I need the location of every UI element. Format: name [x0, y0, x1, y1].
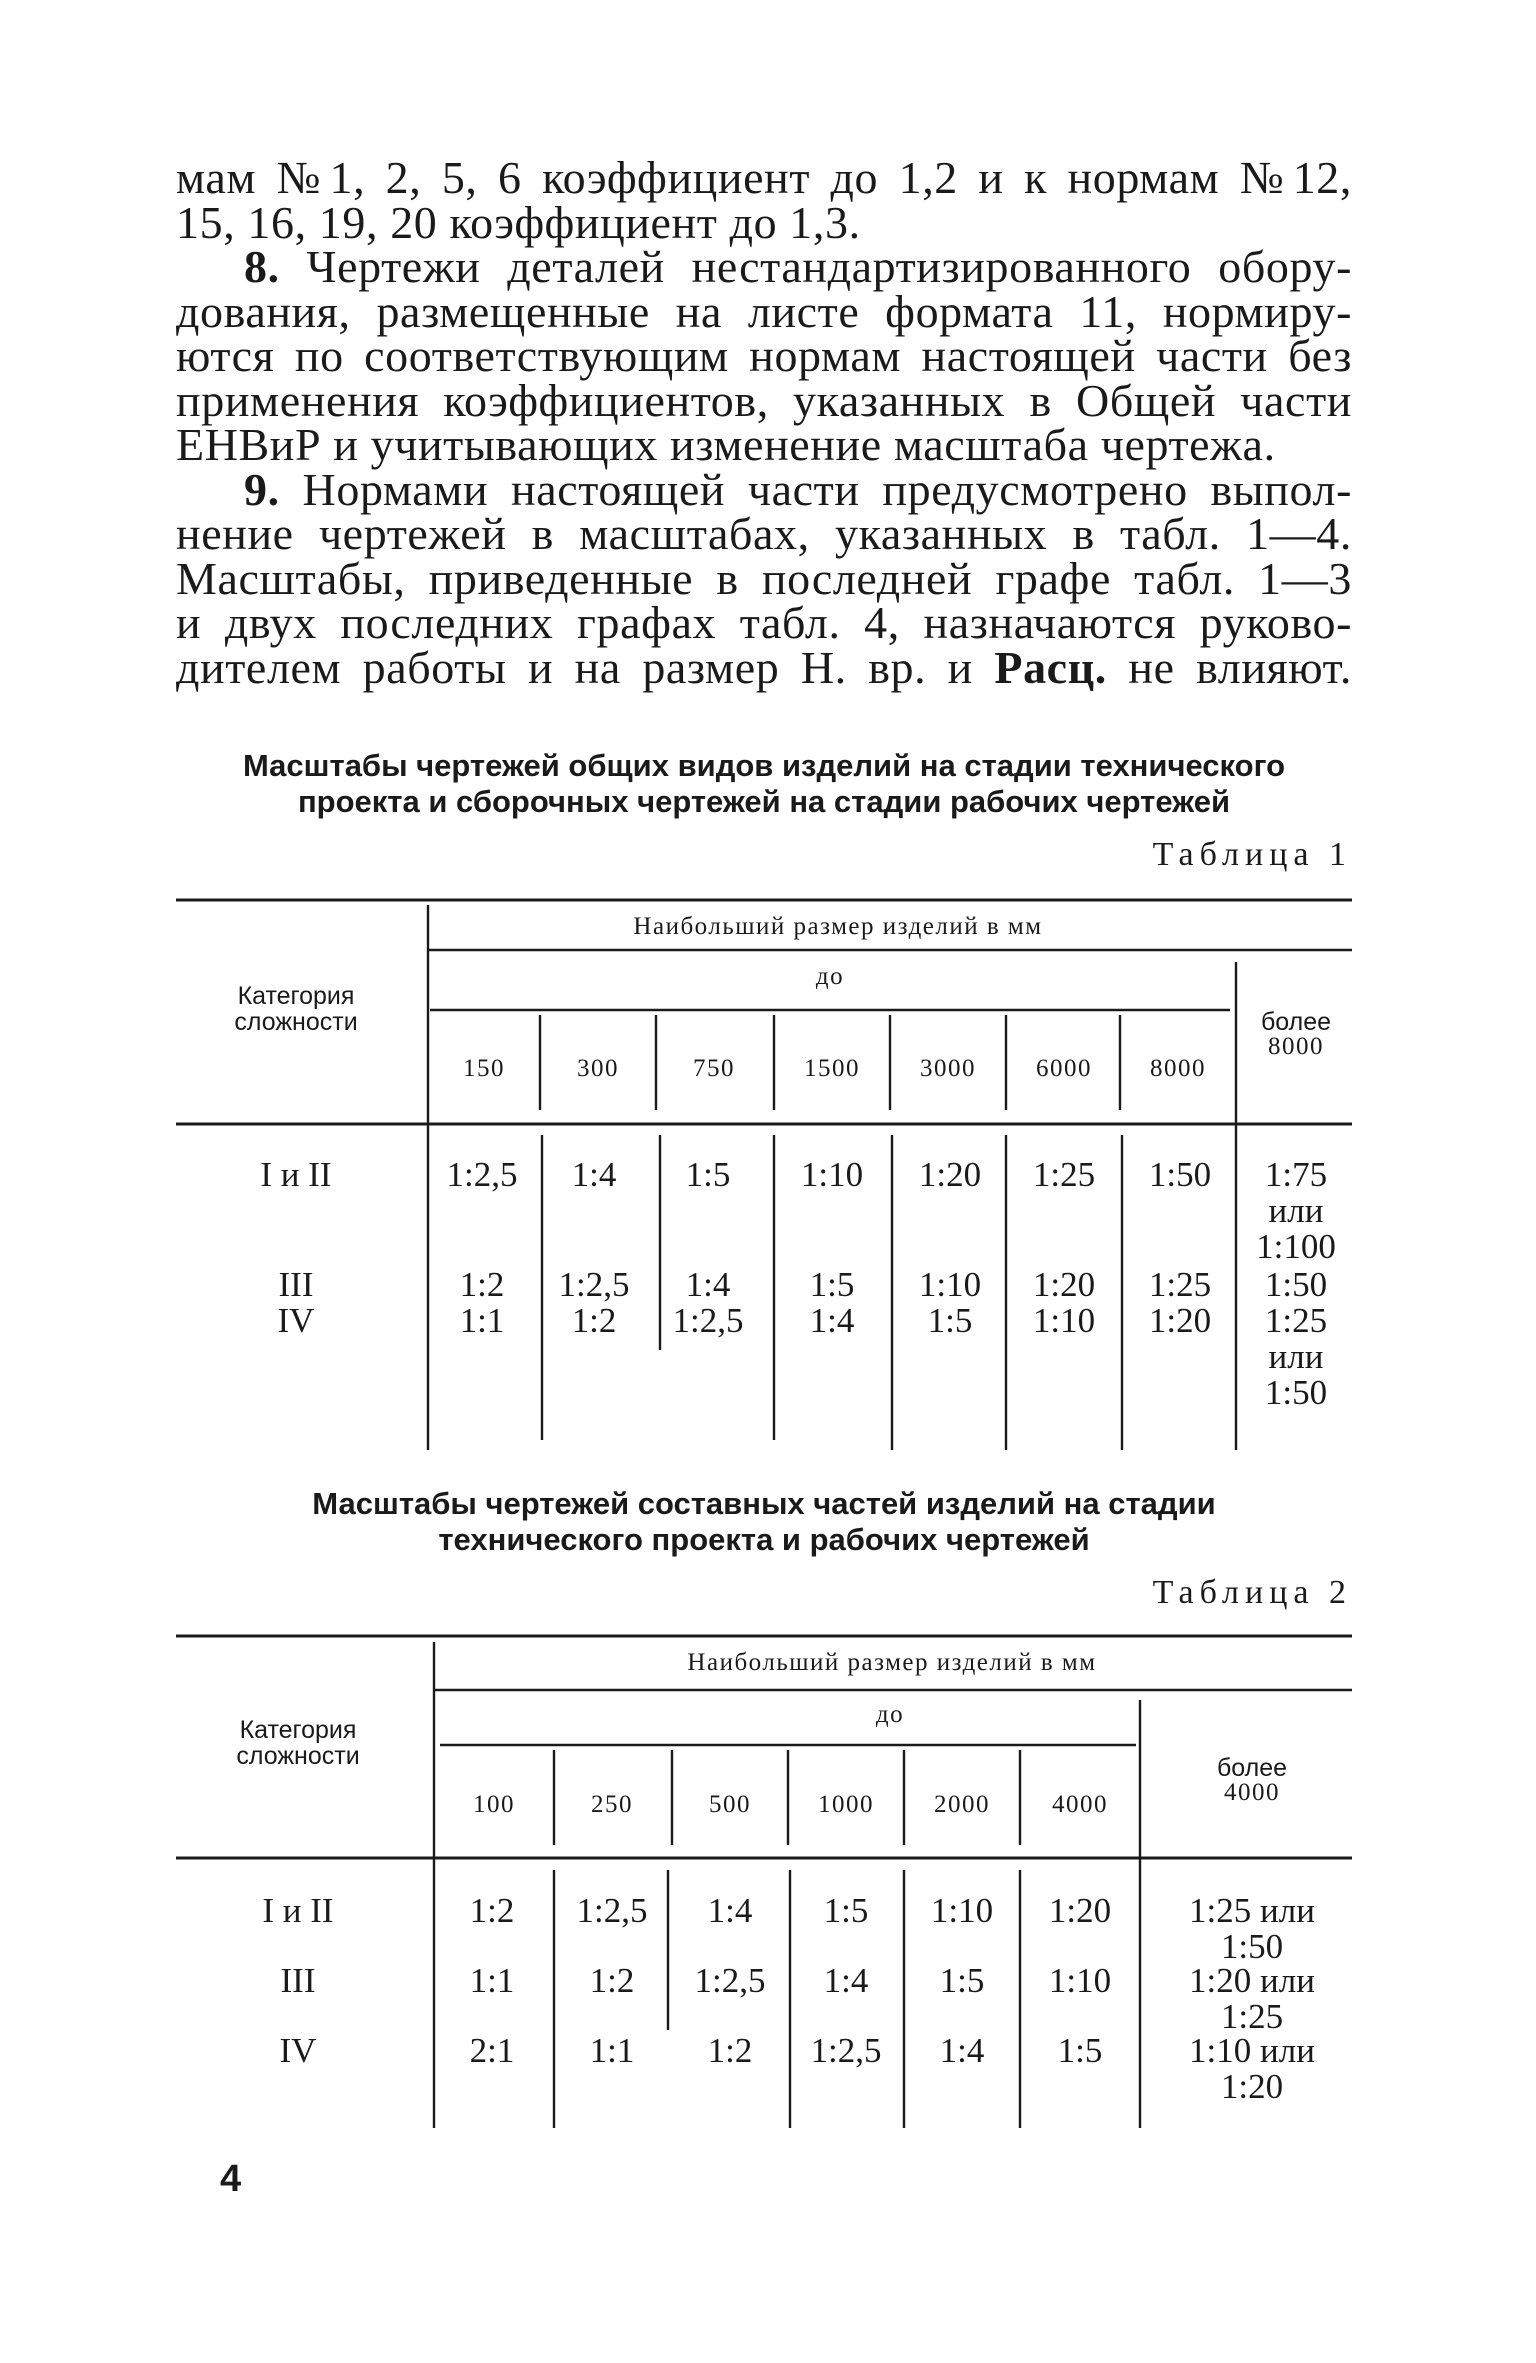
text-line: Чертежи деталей нестандартизированного обору- [306, 241, 1352, 292]
text-line: применения коэффициентов, указанных в Общей части [176, 374, 1352, 426]
header-category: Категория [237, 982, 355, 1010]
table-cell: 1:10 [800, 1155, 864, 1194]
header-category: Категория [239, 1716, 357, 1744]
table-cell: 1:25 [1032, 1155, 1096, 1194]
paragraph-number: 8. [244, 241, 280, 292]
table-cell: 1:2,5 [576, 1891, 648, 1930]
table-cell: 1:1 [469, 1961, 515, 2000]
text-line: дования, размещенные на листе формата 11, нормиру- [176, 285, 1352, 337]
header-more: 8000 [1268, 1033, 1324, 1060]
table-cell: 1:5 [939, 1961, 985, 2000]
table-cell: 1:5 [927, 1301, 973, 1340]
table-cell: 1:4 [809, 1301, 855, 1340]
header-upto: до [875, 1701, 905, 1728]
table-cell: 1:2 [459, 1265, 505, 1304]
table-cell: 1:25 [1148, 1265, 1212, 1304]
table-cell: 1:2,5 [810, 2031, 882, 2070]
table-cell: 1:10 [1032, 1301, 1096, 1340]
row-category: III [280, 1961, 316, 2000]
text-line: и двух последних графах табл. 4, назначаются руково- [176, 597, 1352, 648]
table-cell: 1:20 [1148, 1301, 1212, 1340]
table-cell: 1:4 [707, 1891, 753, 1930]
table-cell: 1:5 [1057, 2031, 1103, 2070]
caption-line: Масштабы чертежей составных частей изделий на стадии [312, 1486, 1216, 1521]
header-max-size: Наибольший размер изделий в мм [633, 913, 1043, 940]
table-cell: 1:2 [469, 1891, 515, 1930]
paragraph-number: 9. [244, 463, 280, 515]
column-header: 150 [463, 1055, 505, 1082]
table-cell: 1:2,5 [558, 1265, 630, 1304]
table-cell-more: 1:50 [1220, 1927, 1284, 1966]
header-max-size: Наибольший размер изделий в мм [687, 1649, 1097, 1676]
column-header: 500 [709, 1791, 751, 1818]
header-more: более [1260, 1008, 1332, 1036]
header-upto: до [815, 963, 845, 990]
header-category: сложности [234, 1008, 358, 1036]
table-cell-more: 1:100 [1256, 1227, 1336, 1266]
table-cell: 1:2 [707, 2031, 753, 2070]
column-header: 300 [577, 1055, 619, 1082]
table-cell: 1:2,5 [446, 1155, 518, 1194]
row-category: IV [277, 1301, 315, 1340]
table-cell-more: 1:20 [1220, 2067, 1284, 2106]
caption-line: технического проекта и рабочих чертежей [438, 1522, 1090, 1557]
column-header: 100 [473, 1791, 515, 1818]
table-cell: 1:5 [685, 1155, 731, 1194]
table-cell-more: или [1268, 1191, 1324, 1230]
table-cell-more: 1:75 [1264, 1155, 1328, 1194]
table-cell-more: 1:50 [1264, 1373, 1328, 1412]
row-category: I и II [260, 1155, 332, 1194]
caption-line: проекта и сборочных чертежей на стадии рабочих чертежей [297, 784, 1231, 819]
row-category: I и II [262, 1891, 334, 1930]
table-cell: 1:4 [571, 1155, 617, 1194]
header-more: 4000 [1224, 1779, 1280, 1806]
text-line: мам №1, 2, 5, 6 коэффициент до 1,2 и к нормам №12, [176, 152, 1352, 203]
table1-label: Таблица 1 [1152, 836, 1352, 873]
table2-label: Таблица 2 [1152, 1574, 1352, 1611]
table-cell: 2:1 [469, 2031, 515, 2070]
column-header: 1500 [804, 1055, 860, 1082]
table-cell: 1:4 [685, 1265, 731, 1304]
text-fragment: не влияют. [1128, 641, 1353, 693]
header-more: более [1216, 1754, 1288, 1782]
table-cell: 1:4 [939, 2031, 985, 2070]
table-cell: 1:2,5 [694, 1961, 766, 2000]
table-cell: 1:5 [823, 1891, 869, 1930]
table-cell: 1:10 [918, 1265, 982, 1304]
table-cell: 1:20 [1048, 1891, 1112, 1930]
column-header: 4000 [1052, 1791, 1108, 1818]
table-cell: 1:10 [930, 1891, 994, 1930]
row-category: III [278, 1265, 314, 1304]
column-header: 2000 [934, 1791, 990, 1818]
table-cell-more: 1:25 [1220, 1997, 1284, 2036]
table-cell-more: 1:20 или [1189, 1961, 1315, 2000]
table-cell-more: 1:25 или [1189, 1891, 1315, 1930]
table-cell: 1:1 [459, 1301, 505, 1340]
header-category: сложности [236, 1742, 360, 1770]
bold-term: Расц. [994, 641, 1107, 693]
table-cell: 1:4 [823, 1961, 869, 2000]
column-header: 6000 [1036, 1055, 1092, 1082]
table-cell: 1:1 [589, 2031, 635, 2070]
table-cell-more: или [1268, 1337, 1324, 1376]
table-cell: 1:50 [1148, 1155, 1212, 1194]
table-cell: 1:20 [1032, 1265, 1096, 1304]
column-header: 250 [591, 1791, 633, 1818]
table-cell: 1:5 [809, 1265, 855, 1304]
text-line: ЕНВиР и учитывающих изменение масштаба чертежа. [176, 419, 1276, 470]
column-header: 750 [693, 1055, 735, 1082]
table-cell-more: 1:10 или [1189, 2031, 1315, 2070]
column-header: 8000 [1150, 1055, 1206, 1082]
page-number: 4 [220, 2158, 242, 2200]
row-category: IV [279, 2031, 317, 2070]
caption-line: Масштабы чертежей общих видов изделий на стадии технического [242, 748, 1286, 783]
table-cell: 1:2 [589, 1961, 635, 2000]
table-cell: 1:2,5 [672, 1301, 744, 1340]
column-header: 1000 [818, 1791, 874, 1818]
text-line: Нормами настоящей части предусмотрено выпол- [302, 463, 1352, 515]
table-cell: 1:20 [918, 1155, 982, 1194]
text-fragment: дителем работы и на размер Н. вр. и [176, 641, 973, 693]
table-cell: 1:2 [571, 1301, 617, 1340]
column-header: 3000 [920, 1055, 976, 1082]
text-line: 15, 16, 19, 20 коэффициент до 1,3. [176, 196, 861, 248]
text-line: ются по соответствующим нормам настоящей части без [176, 330, 1352, 381]
table-cell-more: 1:50 [1264, 1265, 1328, 1304]
text-line: Масштабы, приведенные в последней графе табл. 1—3 [176, 552, 1352, 604]
table-cell-more: 1:25 [1264, 1301, 1328, 1340]
table-cell: 1:10 [1048, 1961, 1112, 2000]
text-line: нение чертежей в масштабах, указанных в табл. 1—4. [176, 508, 1352, 559]
